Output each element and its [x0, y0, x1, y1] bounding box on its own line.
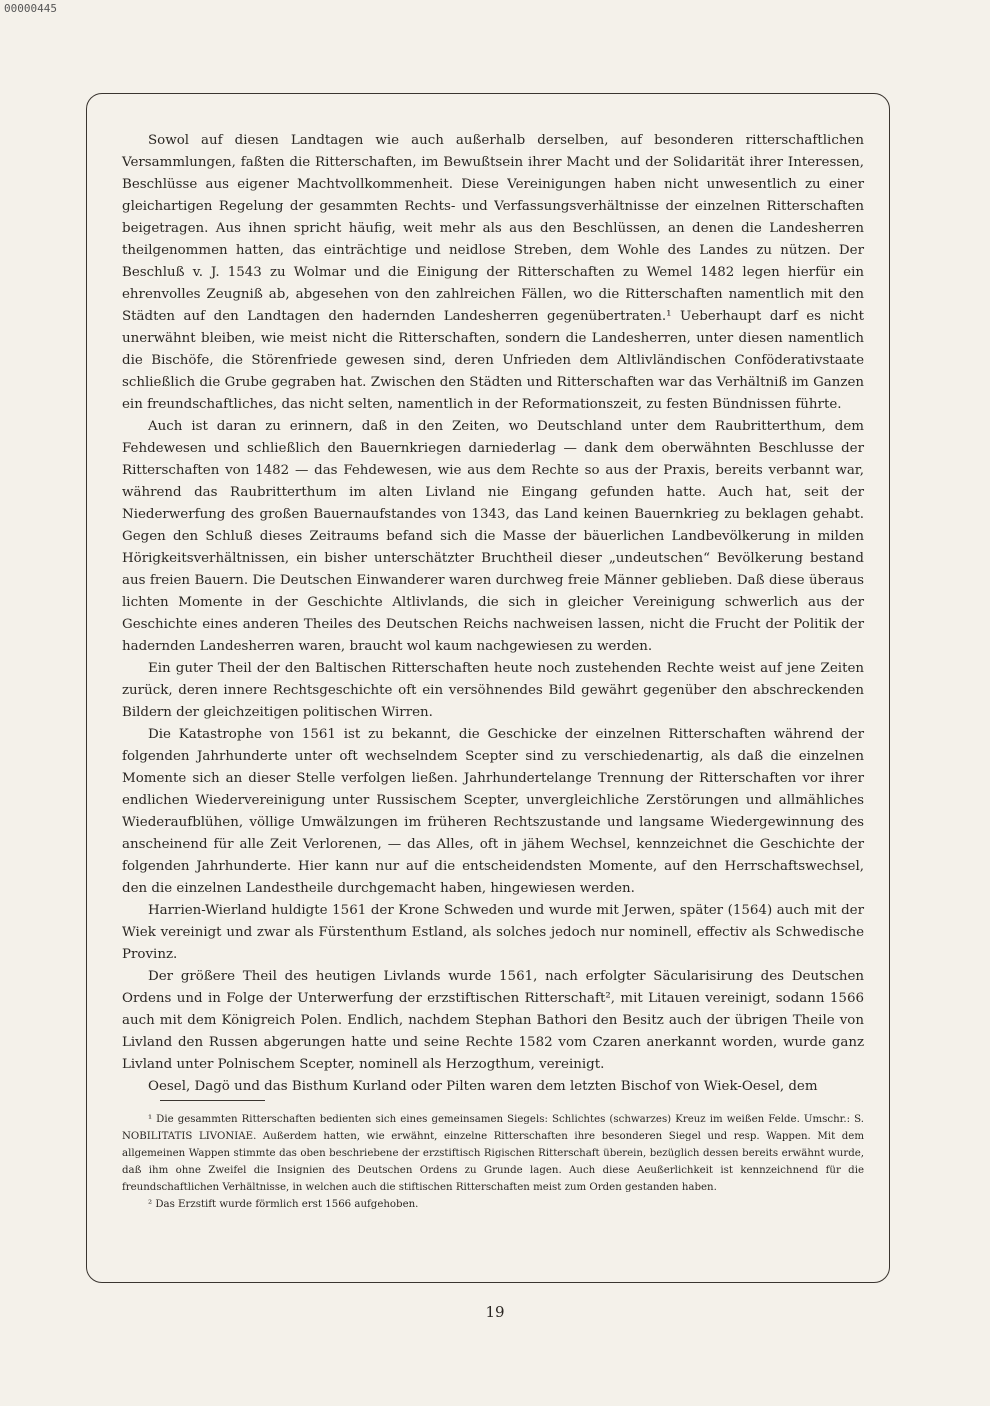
paragraph-1: Sowol auf diesen Landtagen wie auch außerhalb derselben, auf besonderen ritterschaftlichen Versammlungen, faßten die Ritterschaften, im Bewußtsein ihrer Macht und der Solidarität ihrer Interessen, Beschlüsse aus eigener Machtvollkommenheit. Diese Vereinigungen haben nicht unwesentlich zu einer gleichartigen Regelung der gesammten Rechts- und Verfassungsverhältnisse der einzelnen Ritterschaften beigetragen. Aus ihnen spricht häufig, weit mehr als aus den Beschlüssen, an denen die Landesherren theilgenommen hatten, das einträchtige und neidlose Streben, dem Wohle des Landes zu nützen. Der Beschluß v. J. 1543 zu Wolmar und die Einigung der Ritterschaften zu Wemel 1482 legen hierfür ein ehrenvolles Zeugniß ab, abgesehen von den zahlreichen Fällen, wo die Ritterschaften namentlich mit den Städten auf den Landtagen den hadernden Landesherren gegenübertraten.¹ Ueberhaupt darf es nicht unerwähnt bleiben, wie meist nicht die Ritterschaften, sondern die Landesherren, unter diesen namentlich die Bischöfe, die Störenfriede gewesen sind, deren Unfrieden dem Altlivländischen Conföderativstaate schließlich die Grube gegraben hat. Zwischen den Städten und Ritterschaften war das Verhältniß im Ganzen ein freundschaftliches, das nicht selten, namentlich in der Reformationszeit, zu festen Bündnissen führte.	[122, 133, 864, 412]
paragraph-6: Der größere Theil des heutigen Livlands wurde 1561, nach erfolgter Säcularisirung des Deutschen Ordens und in Folge der Unterwerfung der erzstiftischen Ritterschaft², mit Litauen vereinigt, sodann 1566 auch mit dem Königreich Polen. Endlich, nachdem Stephan Bathori den Besitz auch der übrigen Theile von Livland den Russen abgerungen hatte und seine Rechte 1582 vom Czaren anerkannt worden, wurde ganz Livland unter Polnischem Scepter, nominell als Herzogthum, vereinigt.	[122, 969, 864, 1072]
paragraph-3: Ein guter Theil der den Baltischen Ritterschaften heute noch zustehenden Rechte weist auf jene Zeiten zurück, deren innere Rechtsgeschichte oft ein versöhnendes Bild gewährt gegenüber den abschreckenden Bildern der gleichzeitigen politischen Wirren.	[122, 661, 864, 720]
page-number: 19	[485, 1303, 505, 1321]
paragraph-4: Die Katastrophe von 1561 ist zu bekannt, die Geschicke der einzelnen Ritterschaften während der folgenden Jahrhunderte unter oft wechselndem Scepter sind zu verschiedenartig, als daß die einzelnen Momente sich an dieser Stelle verfolgen ließen. Jahrhundertelange Trennung der Ritterschaften vor ihrer endlichen Wiedervereinigung unter Russischem Scepter, unvergleichliche Zerstörungen und allmähliches Wiederaufblühen, völlige Umwälzungen im früheren Rechtszustande und langsame Wiedergewinnung des anscheinend für alle Zeit Verlorenen, — das Alles, oft in jähem Wechsel, kennzeichnet die Geschichte der folgenden Jahrhunderte. Hier kann nur auf die entscheidendsten Momente, auf den Herrschaftswechsel, den die einzelnen Landestheile durchgemacht haben, hingewiesen werden.	[122, 727, 864, 896]
footnote-1: ¹ Die gesammten Ritterschaften bedienten sich eines gemeinsamen Siegels: Schlichtes (schwarzes) Kreuz im weißen Felde. Umschr.: S. NOBILITATIS LIVONIAE. Außerdem hatten, wie erwähnt, einzelne Ritterschaften ihre besonderen Siegel und resp. Wappen. Mit dem allgemeinen Wappen stimmte das oben beschriebene der erzstiftisch Rigischen Ritterschaft überein, bezüglich dessen bereits erwähnt wurde, daß ihm ohne Zweifel die Insignien des Deutschen Ordens zu Grunde lagen. Auch diese Aeußerlichkeit ist kennzeichnend für die freundschaftlichen Verhältnisse, in welchen auch die stiftischen Ritterschaften meist zum Orden gestanden haben.	[122, 1114, 864, 1193]
footnote-rule	[160, 1100, 265, 1101]
paragraph-5: Harrien-Wierland huldigte 1561 der Krone Schweden und wurde mit Jerwen, später (1564) auch mit der Wiek vereinigt und zwar als Fürstenthum Estland, als solches jedoch nur nominell, effectiv als Schwedische Provinz.	[122, 903, 864, 962]
paragraph-2: Auch ist daran zu erinnern, daß in den Zeiten, wo Deutschland unter dem Raubritterthum, dem Fehdewesen und schließlich den Bauernkriegen darniederlag — dank dem oberwähnten Beschlusse der Ritterschaften von 1482 — das Fehdewesen, wie aus dem Rechte so aus der Praxis, bereits verbannt war, während das Raubritterthum im alten Livland nie Eingang gefunden hatte. Auch hat, seit der Niederwerfung des großen Bauernaufstandes von 1343, das Land keinen Bauernkrieg zu beklagen gehabt. Gegen den Schluß dieses Zeitraums befand sich die Masse der bäuerlichen Landbevölkerung in milden Hörigkeitsverhältnissen, ein bisher unterschätzter Bruchtheil dieser „undeutschen“ Bevölkerung bestand aus freien Bauern. Die Deutschen Einwanderer waren durchweg freie Männer geblieben. Daß diese überaus lichten Momente in der Geschichte Altlivlands, die sich in gleicher Vereinigung schwerlich aus der Geschichte eines anderen Theiles des Deutschen Reichs nachweisen lassen, nicht die Frucht der Politik der hadernden Landesherren waren, braucht wol kaum nachgewiesen zu werden.	[122, 419, 864, 654]
footnotes	[122, 1111, 864, 1213]
body-text	[122, 130, 864, 1098]
paragraph-7: Oesel, Dagö und das Bisthum Kurland oder Pilten waren dem letzten Bischof von Wiek-Oesel, dem	[148, 1079, 818, 1094]
footnote-2: ² Das Erzstift wurde förmlich erst 1566 aufgehoben.	[148, 1199, 419, 1210]
page-id: 00000445	[4, 2, 57, 15]
